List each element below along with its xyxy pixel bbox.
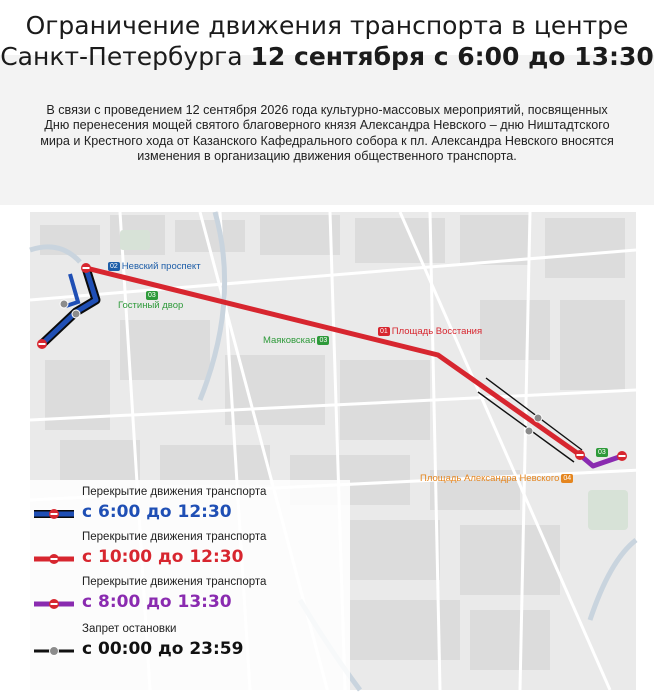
metro-line-badge: 03 — [148, 292, 156, 299]
legend-time: с 8:00 до 13:30 — [82, 592, 232, 612]
legend-item-black — [32, 623, 332, 667]
legend-item-red — [32, 531, 332, 575]
purple-closure-line-icon — [32, 598, 76, 610]
legend-time: с 00:00 до 23:59 — [82, 639, 244, 659]
legend-caption: Запрет остановки — [82, 623, 177, 635]
legend-caption: Перекрытие движения транспорта — [82, 531, 267, 543]
station-ploshchad-vosstaniya — [378, 326, 482, 337]
station-label: Площадь Александра Невского — [420, 473, 560, 484]
intro-text: В связи с проведением 12 сентября 2026 года культурно-массовых мероприятий, посвященных Дню перенесения мощей святого благоверного князя Александра Невского – дню Ништадтского мира и Крестного хода от Казанского Кафедрального собора к пл. Александра Невского вносятся изменения в организацию движения общественного транспорта. — [40, 103, 614, 164]
legend-item-blue — [32, 486, 332, 530]
blue-closure-line-icon — [32, 508, 76, 520]
metro-line-badge: 04 — [563, 475, 572, 482]
station-mayakovskaya — [263, 335, 331, 346]
station-gostiny-dvor: Гостиный двор — [118, 300, 184, 311]
metro-line-badge: 03 — [319, 337, 328, 344]
station-nevsky-prospekt — [108, 261, 201, 272]
station-label: Невский проспект — [121, 261, 201, 272]
station-label: Площадь Восстания — [391, 326, 483, 337]
legend-time: с 6:00 до 12:30 — [82, 502, 232, 522]
title-line-2 — [0, 41, 654, 72]
legend-caption: Перекрытие движения транспорта — [82, 486, 267, 498]
metro-line-badge: 03 — [598, 449, 606, 456]
title-city: Санкт-Петербурга — [0, 42, 243, 71]
metro-line-badge: 02 — [110, 263, 118, 270]
page-title — [0, 10, 654, 72]
title-date-time: 12 сентября с 6:00 до 13:30 — [250, 42, 654, 71]
legend-time: с 10:00 до 12:30 — [82, 547, 244, 567]
metro-line-badge: 01 — [380, 328, 388, 335]
station-label: Маяковская — [263, 335, 316, 346]
legend-caption: Перекрытие движения транспорта — [82, 576, 267, 588]
station-alexander-nevsky — [420, 473, 575, 484]
station-alexander-nevsky-line3 — [596, 447, 610, 458]
red-closure-line-icon — [32, 553, 76, 565]
no-stopping-line-icon — [32, 645, 76, 657]
legend-item-purple — [32, 576, 332, 620]
title-line-1: Ограничение движения транспорта в центре — [25, 11, 629, 40]
